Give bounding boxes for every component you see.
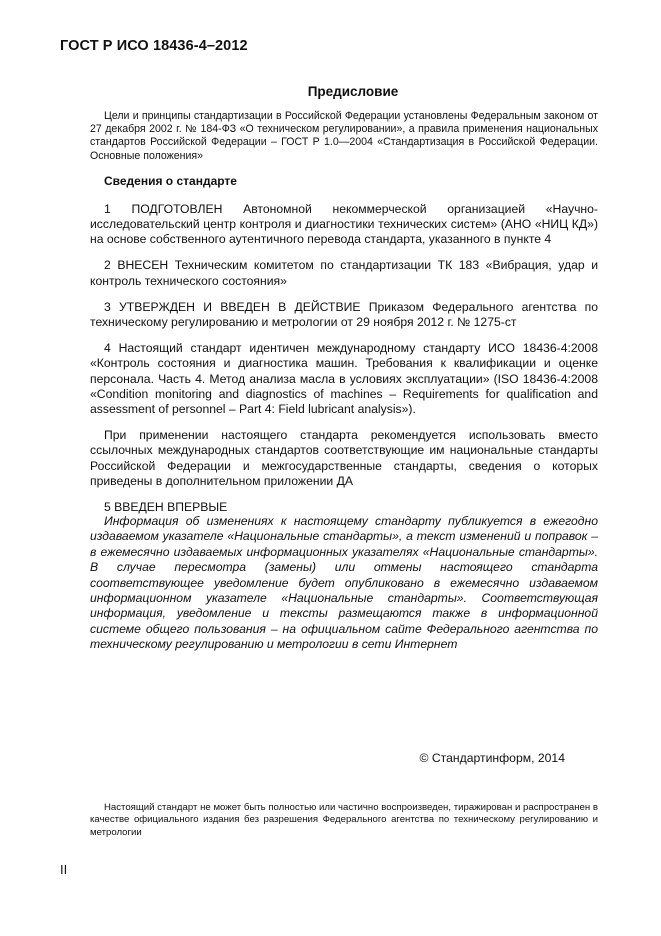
foreword-section	[90, 84, 598, 526]
reproduction-footer-note: Настоящий стандарт не может быть полностью или частично воспроизведен, тиражирован и распространен в качестве официального издания без разрешения Федерального агентства по техническому регулированию и метрологии	[90, 802, 598, 838]
item-1-prepared: 1 ПОДГОТОВЛЕН Автономной некоммерческой организацией «Научно-исследовательский центр контроля и диагностики технических систем» (АНО «НИЦ КД») на основе собственного аутентичного перевода стандарта, указанного в пункте 4	[90, 201, 598, 247]
foreword-intro: Цели и принципы стандартизации в Российской Федерации установлены Федеральным законом от 27 декабря 2002 г. № 184-ФЗ «О техническом регулировании», а правила применения национальных стандартов Российской Федерации – ГОСТ Р 1.0—2004 «Стандартизация в Российской Федерации. Основные положения»	[90, 110, 598, 162]
page-number: II	[60, 862, 68, 877]
changes-information-notice: Информация об изменениях к настоящему стандарту публикуется в ежегодно издаваемом указателе «Национальные стандарты», а текст изменений и поправок – в ежемесячно издаваемых информационных указателях «Национальные стандарты». В случае пересмотра (замены) или отмены настоящего стандарта соответствующее уведомление будет опубликовано в ежемесячно издаваемом информационном указателе «Национальные стандарты». Соответствующая информация, уведомление и тексты размещаются также в информационной системе общего пользования – на официальном сайте Федерального агентства по техническому регулированию и метрологии в сети Интернет	[90, 514, 598, 652]
foreword-title: Предисловие	[307, 84, 399, 99]
item-4-note: При применении настоящего стандарта рекомендуется использовать вместо ссылочных международных стандартов соответствующие им национальные стандарты Российской Федерации и межгосударственные стандарты, сведения о которых приведены в дополнительном приложении ДА	[90, 428, 598, 488]
item-5-first-introduced: 5 ВВЕДЕН ВПЕРВЫЕ	[104, 500, 228, 515]
item-4-identical: 4 Настоящий стандарт идентичен международному стандарту ИСО 18436-4:2008 «Контроль состояния и диагностика машин. Требования к квалификации и оценке персонала. Часть 4. Метод анализа масла в условиях эксплуатации» (ISO 18436-4:2008 «Condition monitoring and diagnostics of machines – Requirements for qualification and assessment of personnel – Part 4: Field lubricant analysis»).	[90, 341, 598, 417]
item-2-introduced: 2 ВНЕСЕН Техническим комитетом по стандартизации ТК 183 «Вибрация, удар и контроль технического состояния»	[90, 258, 598, 288]
item-3-approved: 3 УТВЕРЖДЕН И ВВЕДЕН В ДЕЙСТВИЕ Приказом Федерального агентства по техническому регулированию и метрологии от 29 ноября 2012 г. № 1275-ст	[90, 299, 598, 330]
copyright-line: © Стандартинформ, 2014	[419, 751, 565, 765]
document-code-header: ГОСТ Р ИСО 18436-4–2012	[60, 38, 248, 54]
standard-info-subhead: Сведения о стандарте	[104, 173, 237, 188]
